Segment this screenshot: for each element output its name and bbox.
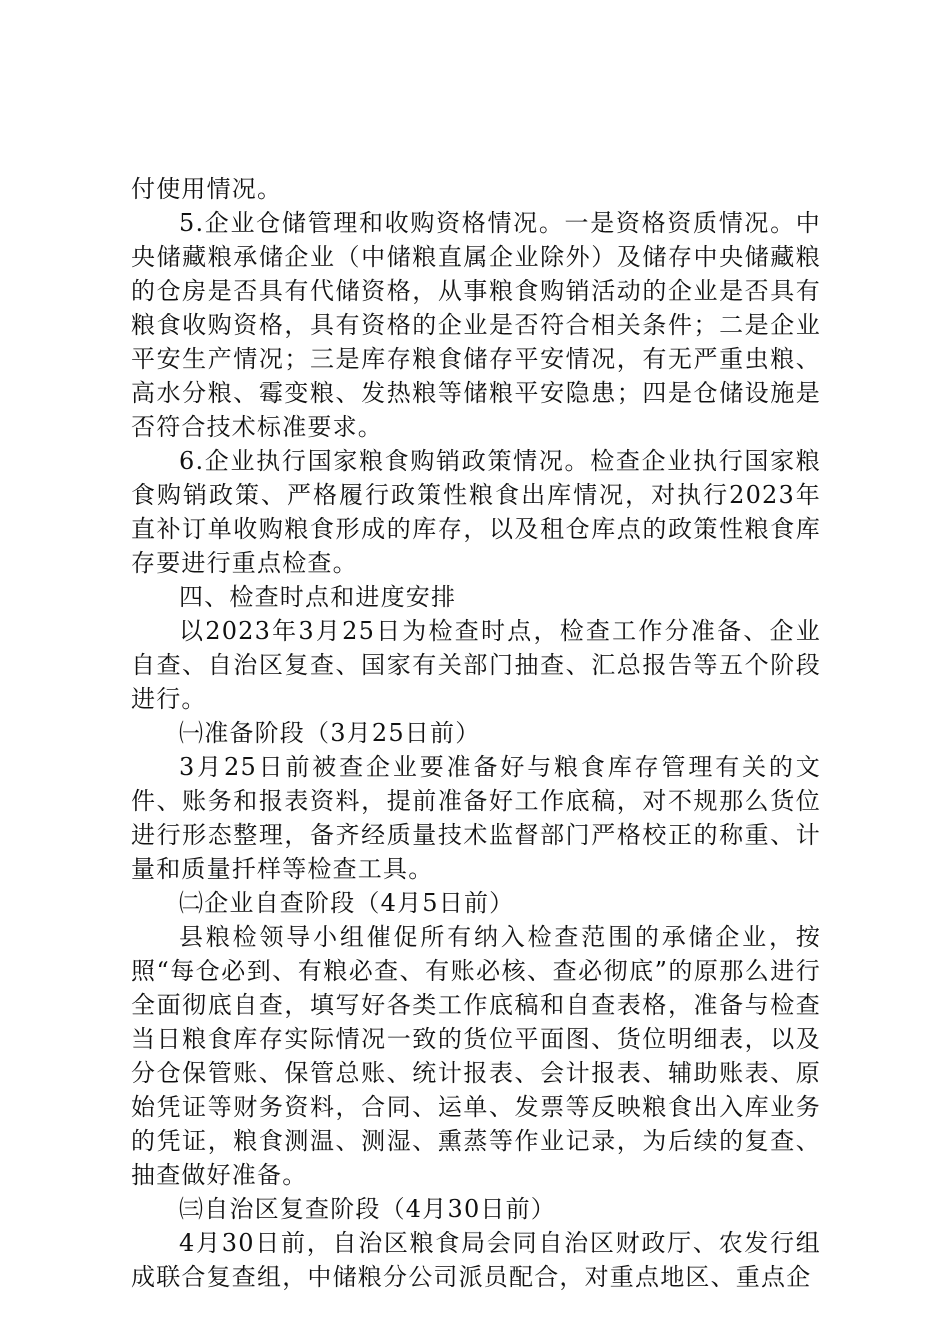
paragraph-region-recheck-stage: 4月30日前，自治区粮食局会同自治区财政厅、农发行组成联合复查组，中储粮分公司派员配合，对重点地区、重点企 <box>131 1229 821 1291</box>
subheading-region-recheck-stage: ㈢自治区复查阶段（4月30日前） <box>179 1195 557 1223</box>
paragraph-self-check-stage: 县粮检领导小组催促所有纳入检查范围的承储企业，按照“每仓必到、有粮必查、有账必核、查必彻底”的原那么进行全面彻底自查，填写好各类工作底稿和自查表格，准备与检查当日粮食库存实际情况一致的货位平面图、货位明细表，以及分仓保管账、保管总账、统计报表、会计报表、辅助账表、原始凭证等财务资料，合同、运单、发票等反映粮食出入库业务的凭证，粮食测温、测湿、熏蒸等作业记录，为后续的复查、抽查做好准备。 <box>131 923 821 1189</box>
subheading-prep-stage: ㈠准备阶段（3月25日前） <box>179 719 481 747</box>
section-heading-4: 四、检查时点和进度安排 <box>179 583 457 611</box>
paragraph-item-6: 6.企业执行国家粮食购销政策情况。检查企业执行国家粮食购销政策、严格履行政策性粮食出库情况，对执行2023年直补订单收购粮食形成的库存，以及租仓库点的政策性粮食库存要进行重点检查。 <box>131 447 821 577</box>
subheading-self-check-stage: ㈡企业自查阶段（4月5日前） <box>179 889 515 917</box>
paragraph-continuation: 付使用情况。 <box>131 175 283 203</box>
paragraph-schedule-intro: 以2023年3月25日为检查时点，检查工作分准备、企业自查、自治区复查、国家有关部门抽查、汇总报告等五个阶段进行。 <box>131 617 821 713</box>
paragraph-prep-stage: 3月25日前被查企业要准备好与粮食库存管理有关的文件、账务和报表资料，提前准备好工作底稿，对不规那么货位进行形态整理，备齐经质量技术监督部门严格校正的称重、计量和质量扦样等检查工具。 <box>131 753 821 883</box>
document-body <box>131 172 821 1294</box>
paragraph-item-5: 5.企业仓储管理和收购资格情况。一是资格资质情况。中央储藏粮承储企业（中储粮直属企业除外）及储存中央储藏粮的仓房是否具有代储资格，从事粮食购销活动的企业是否具有粮食收购资格，具有资格的企业是否符合相关条件；二是企业平安生产情况；三是库存粮食储存平安情况，有无严重虫粮、高水分粮、霉变粮、发热粮等储粮平安隐患；四是仓储设施是否符合技术标准要求。 <box>131 209 821 441</box>
